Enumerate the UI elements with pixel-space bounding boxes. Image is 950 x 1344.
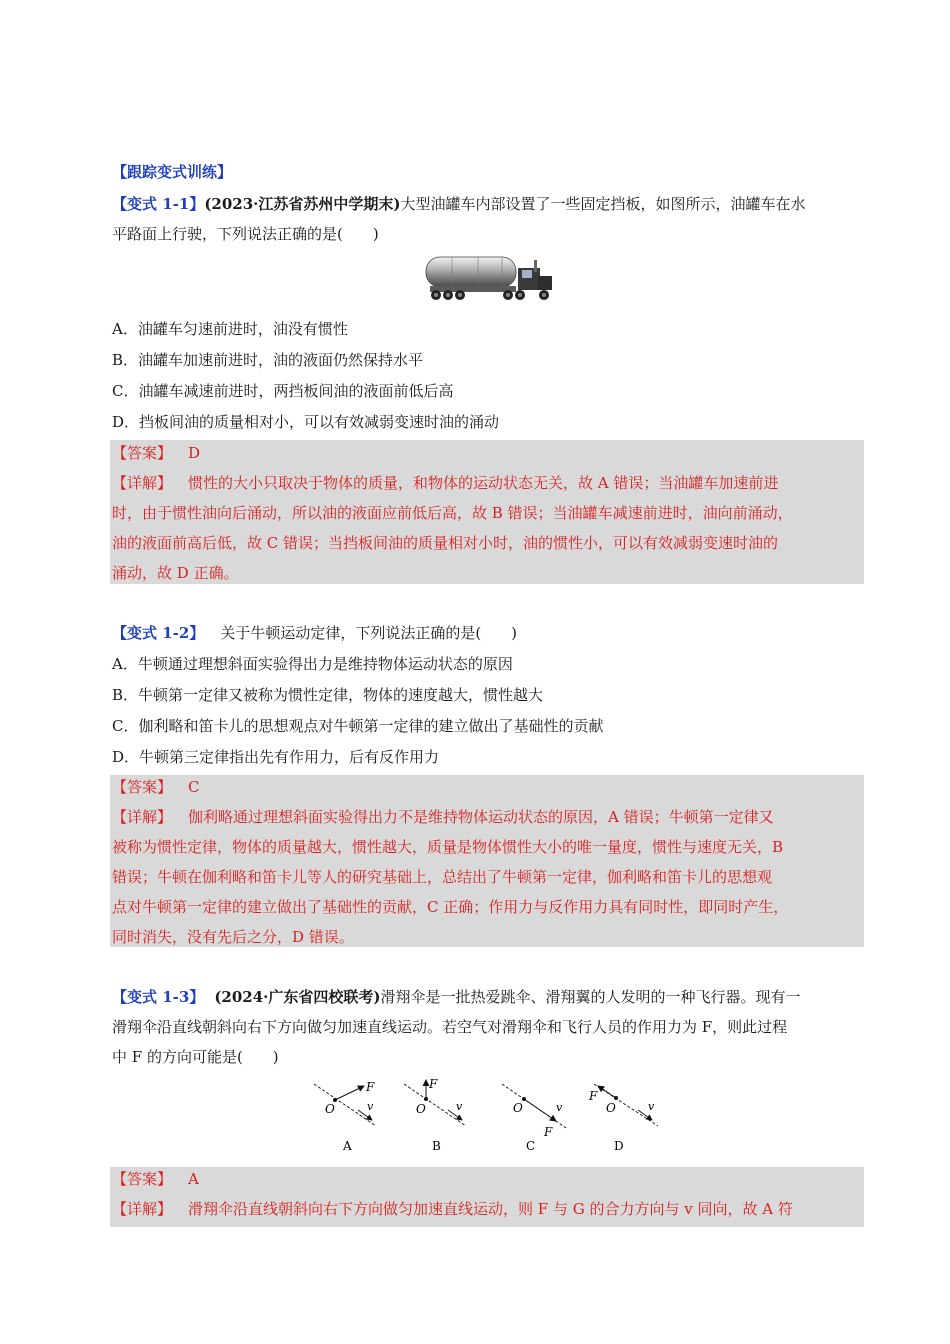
q2-answer-tag: 【答案】 — [112, 778, 173, 796]
q2-detail-line5: 同时消失，没有先后之分，D 错误。 — [112, 928, 354, 946]
q1-detail-tag: 【详解】 — [112, 474, 173, 492]
diagram-a — [314, 1080, 376, 1153]
q1-option-d: D．挡板间油的质量相对小，可以有效减弱变速时油的涌动 — [112, 413, 500, 431]
diagram-a-label: A — [343, 1139, 352, 1153]
diagram-c-o: O — [513, 1101, 523, 1115]
section-title: 【跟踪变式训练】 — [112, 163, 233, 181]
diagram-a-v: v — [367, 1100, 374, 1113]
q2-option-d: D．牛顿第三定律指出先有作用力，后有反作用力 — [112, 748, 440, 766]
q3-detail-line1: 【详解】 滑翔伞沿直线朝斜向右下方向做匀加速直线运动，则 F 与 G 的合力方向与 v 同向，故 A 符 — [112, 1200, 793, 1218]
diagram-b-label: B — [432, 1139, 441, 1153]
diagram-d-f: F — [589, 1089, 598, 1103]
diagram-c-v: v — [556, 1101, 563, 1114]
q2-stem-line — [112, 623, 517, 643]
diagram-d-label: D — [614, 1139, 624, 1153]
diagram-c-f: F — [544, 1125, 553, 1139]
diagram-d — [588, 1084, 658, 1153]
q3-source: (2024·广东省四校联考) — [214, 988, 381, 1006]
q1-stem-line1 — [112, 194, 806, 214]
q2-answer-line — [112, 777, 200, 797]
q2-detail-line2: 被称为惯性定律，物体的质量越大，惯性越大，质量是物体惯性大小的唯一量度，惯性与速度无关，B — [112, 838, 784, 856]
q1-option-b: B．油罐车加速前进时，油的液面仍然保持水平 — [112, 351, 424, 369]
q1-answer-line — [112, 443, 200, 463]
diagram-d-v: v — [648, 1100, 655, 1113]
q2-detail-line3: 错误；牛顿在伽利略和笛卡儿等人的研究基础上，总结出了牛顿第一定律，伽利略和笛卡儿的思想观 — [112, 868, 773, 886]
q2-stem-text: 关于牛顿运动定律，下列说法正确的是( ) — [220, 624, 518, 642]
q3-answer-tag: 【答案】 — [112, 1170, 173, 1188]
q2-option-a: A．牛顿通过理想斜面实验得出力是维持物体运动状态的原因 — [112, 655, 513, 673]
force-diagrams — [300, 1078, 680, 1156]
q1-answer-value: D — [188, 444, 201, 462]
q1-source: (2023·江苏省苏州中学期末) — [204, 195, 401, 213]
q1-option-c: C．油罐车减速前进时，两挡板间油的液面前低后高 — [112, 382, 454, 400]
q2-detail-tag: 【详解】 — [112, 808, 173, 826]
diagram-d-o: O — [606, 1101, 616, 1115]
q1-answer-tag: 【答案】 — [112, 444, 173, 462]
diagram-c — [502, 1084, 566, 1153]
q1-tag: 【变式 1-1】 — [112, 195, 205, 213]
diagram-b-v: v — [456, 1100, 463, 1113]
q1-detail-line1: 【详解】 惯性的大小只取决于物体的质量，和物体的运动状态无关，故 A 错误；当油罐车加速前进 — [112, 474, 779, 492]
q3-stem-line3: 中 F 的方向可能是( ) — [112, 1048, 279, 1066]
q2-answer-box — [110, 775, 864, 947]
diagram-c-label: C — [526, 1139, 536, 1153]
q1-detail-line4: 涌动，故 D 正确。 — [112, 564, 239, 582]
q3-stem-text1: 滑翔伞是一批热爱跳伞、滑翔翼的人发明的一种飞行器。现有一 — [380, 988, 801, 1006]
q1-stem-line2: 平路面上行驶，下列说法正确的是( ) — [112, 225, 379, 243]
q3-stem-line1 — [112, 987, 801, 1007]
diagram-b-f: F — [429, 1078, 438, 1091]
q2-option-c: C．伽利略和笛卡儿的思想观点对牛顿第一定律的建立做出了基础性的贡献 — [112, 717, 604, 735]
diagram-b — [404, 1078, 466, 1153]
q3-stem-line2: 滑翔伞沿直线朝斜向右下方向做匀加速直线运动。若空气对滑翔伞和飞行人员的作用力为 F，则此过程 — [112, 1018, 788, 1036]
q3-answer-line — [112, 1169, 199, 1189]
q3-answer-value: A — [188, 1170, 199, 1188]
diagram-a-f: F — [366, 1080, 375, 1094]
q3-tag: 【变式 1-3】 — [112, 988, 205, 1006]
diagram-a-o: O — [325, 1102, 335, 1116]
q2-answer-value: C — [188, 778, 200, 796]
tanker-truck-image — [422, 250, 556, 304]
diagram-b-o: O — [416, 1102, 426, 1116]
q1-stem-text1: 大型油罐车内部设置了一些固定挡板，如图所示，油罐车在水 — [400, 195, 806, 213]
q2-detail-line1: 【详解】 伽利略通过理想斜面实验得出力不是维持物体运动状态的原因，A 错误；牛顿第一定律又 — [112, 808, 774, 826]
q1-option-a: A．油罐车匀速前进时，油没有惯性 — [112, 320, 348, 338]
q3-detail-tag: 【详解】 — [112, 1200, 173, 1218]
q2-detail-line4: 点对牛顿第一定律的建立做出了基础性的贡献，C 正确；作用力与反作用力具有同时性，即同时产生， — [112, 898, 789, 916]
q2-tag: 【变式 1-2】 — [112, 624, 205, 642]
q1-detail-line2: 时，由于惯性油向后涌动，所以油的液面应前低后高，故 B 错误；当油罐车减速前进时，油向前涌动， — [112, 504, 793, 522]
q1-detail-line3: 油的液面前高后低，故 C 错误；当挡板间油的质量相对小时，油的惯性小，可以有效减弱变速时油的 — [112, 534, 779, 552]
q2-option-b: B．牛顿第一定律又被称为惯性定律，物体的速度越大，惯性越大 — [112, 686, 544, 704]
